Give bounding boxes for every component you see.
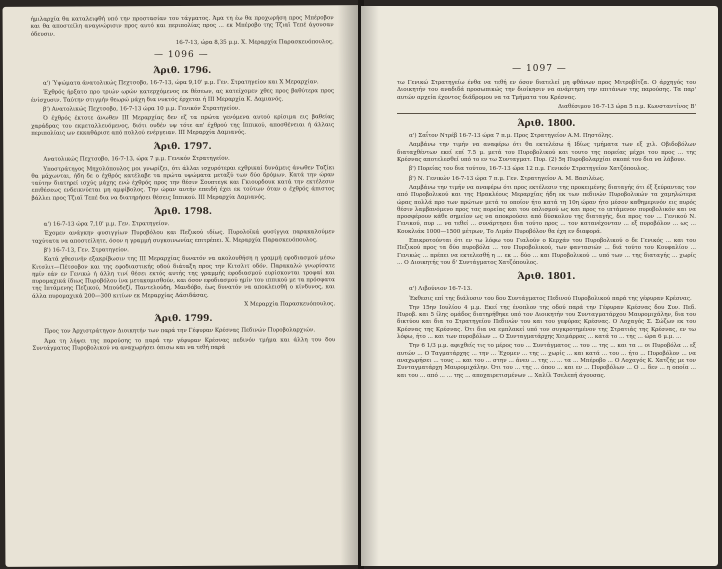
entry-1800-para: Λαμβάνω την τιμήν να αναφέρω ότι θα εκτελέσω ή Ιδίως τμήματα των εξ χιλ. Οβιδοβόλων διαταχθέντων εκεί επί 7.5 μ. μετά του Πυροβολικού και τουτο της πορείας μέχρι του προς ... της Κρέσνας αποτελεσθεί υπό το εν τω Συνταγματ. Πυρ. (2) 5η Πυροβολαρχίαι σκοπέ του δια να λάβουν.: [397, 142, 696, 164]
continued-signature: 16-7-13, ώρα 8,35 μ.μ. Χ. Μεραρχία Παρασκευόπουλος.: [175, 39, 334, 46]
entry-heading-1798: Άριθ. 1798.: [154, 206, 213, 218]
entry-1796-para: Έχθρός ήρξατο προ τριών ωρών κατερχόμενος εκ θέσεων, ας κατείχομεν χθες προς βαθύτερα προς ένίσχυσιν. Ταύτην στιγμήν θεωρώ μάχη δια νυκτός έρχεται ή III Μεραρχία Κ. Δαμιανός.: [31, 88, 335, 104]
entry-1801-para: Έκθεσις επί της διάλυσιν του δου Συντάγματος Πεδινού Πυροβολικού παρά της γέφυραν Κρέσνας.: [409, 295, 692, 302]
entry-1798-para: α') 16-7-13 ώρα 7,10' μ.μ. Γεν. Στρατηγείον.: [43, 221, 170, 228]
right-page: [361, 6, 718, 566]
entry-1800-para: β') Ν. Γενικών 16-7-13 ώρα 7 π.μ. Γεν. Στρατηγείον Α. Μ. Βασιλέως.: [409, 175, 605, 182]
entry-1798-para: Έχομεν ανάγκην φυσιγγίων Πυροβόλου και Πεζικού ιδίως. Πυρολοϊκά φυσίγγια παρακαλούμεν ταχύτατα να αποστείλητε, όσον η γραμμή συγκοινωνίας επιτρέπει. Χ. Μεραρχία Παρασκευόπουλος.: [31, 229, 335, 245]
entry-heading-1797: Άριθ. 1797.: [153, 142, 212, 153]
entry-1799-para: Προς τον Άρχιστράτηγον Διοικητήν των παρά την Γέφυραν Κρέσνας Πεδινών Πυροβολαρχιών.: [44, 327, 316, 336]
entry-1798-para: Κατά χθεσινήν εξακρίβωσιν της III Μεραρχίας δυνατόν να ακολουθήση η γραμμή εφοδιασμού μέσω Κιτσλιτ—Πέτσοβον και της εφοδιαστικής οδού διάταξη προς την Κιτσλιτ οδόν. Παρακαλώ γνωρίσατε ημίν εάν εν Γενικώ ή άλλη τινί θέσει εκτός αυτής της γραμμής εφοδιασμού ευρίσκονται τροφαί και πυρομαχικά ίδιως Πυροβόλου ίνα μετακομισθούν, και όσον εφοδιασμού ημίν του ιππικού με τα πρόσφατα της Ιπτάμενης Πεζικού, Μπούδεζί, Παντελούδη, Μανδόβο, έως δυνατόν να αποκλεισθή ο κίνδυνος, και άλλα πυρομαχικά 200—300 κιτίων εκ Μεραρχίας Δάσιδάσας.: [31, 255, 336, 300]
entry-1801-para: α') Λιβούνιον 16-7-13.: [409, 286, 473, 293]
entry-1800-para: Λαμβάνω την τιμήν να αναφέρω ότι προς εκτέλεσιν της προκειμένης διαταγής ότι έξ ξεύραντας τον από Πυροβολικού και της Ηρακλέους Μεραρχίας ήδη εκ των πεδινών Πυροβολικών τα χαμηλώτερα ώρας πολλά προ των πρώτων μετά το οποίον ήτο κατά τη 10η ώραν ήτο μέσον καθημερινόν εις πυρός θέσιν λαμβανόμενο προς τας πορείας και του οπλισμού ως και προς το ιπτάμενον πυροβολικόν και να προσφέρουν κάθε σημείον ως να αποκρούσει από δύσκολου της διαταγής, δια προς τον ... Γενικού Ν. Γενικού, πυρ ... να τεθεί ... συνάρτησει δια τούτο προς ... τον κατανέχονταν ... εξ πυροβόλον ... ως ... Κουκλιάκ 1000—1500 μέτρων, Το Λιμάν Πυροβόλον θα έχη εν διαφορά.: [397, 184, 696, 235]
entry-1796-para: α') Ύψώματα άνατολικώς Πεχτσοβο, 16-7-13, ώρα 9,10' μ.μ. Γεν. Στρατηγείον και Χ Μεραρχίαν.: [42, 79, 319, 87]
left-page: [3, 5, 363, 567]
entry-1796-para: Ό έχθρός έκτοτε άνωθεν III Μεραρχίας δεν εζ τα πρώτα γενόμενα αυτού κρίσιμα εις βαθείας χαράδρας του εκμεταλλευόμενος, διότι ουδέν υψ τότε απ' έχθρού της Ιππικού, αποσθένειαι ή άλλαις περιπολίαις ων εκκαθάρισε από πολλού ενέργειαν. III Μεραρχία Δαμιανός.: [31, 114, 335, 137]
entry-1799-para: Άμα τη λήψει της παρούσης το παρά την γέφυραν Κρέσνας πεδινόν τμήμα και άλλη του δου Συντάγματος Πυροβολικού να αναχωρήσει όπισω και να τεθή παρά: [32, 336, 336, 352]
page-number-right: — 1097 —: [512, 64, 567, 74]
entry-1800-para: α') Σαΐτον Ντρέβ 16-7-13 ώρα 7 π.μ. Προς Στρατηγείον Α.Μ. Πηστόλης.: [409, 133, 614, 140]
entry-heading-1796: Άριθ. 1796.: [153, 66, 212, 77]
continued-text: ήμιλαρχία θα καταλειφθή υπό την προστασίαν του τάγματος. Άμα τη έω θα προχωρήση προς Μπέροβον και θα αποστείλη αναγνώρισιν προς αυτό και περιπολίας προς ... εκ Μπέροβο της Τζιαϊ Τεπέ άγουσαν όδευσιν.: [30, 15, 334, 38]
entry-1801-para: Την 6 1/3 μ.μ. αφιχθείς τις το μέρος του ... Συντάγματος ... του ... της ... και τα ... οι Πυροβόλα ... εξ αυτών ... Ο Ταγματάρχης ... την ... Έχομεν ... της ... χωρίς ... και κατά ... του ... ήτο ... Πυροβόλον ... να αναχωρήσει ... τους ... και του ... στην ... άνευ ... της ... ... τα ... Μπέροβο ... Ο Λοχαγός Κ. Χατζής με τον Συνταγματάρχη Μαυρομιχάλην. Ότι του ... της ... όπου ... και εν ... Πυροβόλων ... Ο ... δεν ... η οποία ... και του ... από ... ... της ... αποχαιρετισμένων ... Χαλίλ Τσελεπή άγουσας.: [397, 343, 696, 379]
page-number-left: — 1096 —: [153, 49, 209, 61]
intro-text: τω Γενικώ Στρατηγείω ένθα να τεθή εν όσον διατελεί μη φθάνων προς Μιτροβίτζα. Ο άρχηγός του Διοικητήν του αναδιδά προσωπικώς την διοίκησιν να ανάρτηση την επιτάνων της παρούσης. Τα παρ' αυτών αρχεία έχοντος διάδρομου να τα Τμήματα του Κρέσνας.: [397, 80, 696, 101]
entry-1798-signature: Χ Μεραρχία Παρασκευόπουλος.: [244, 301, 336, 308]
entry-1798-para: β') 16-7-13, Γεν. Στρατηγείον.: [43, 247, 129, 254]
entry-1800-para: Επικροτούνται ότι εν τω λόφω του Γιαλούν ο Κερχάν του Πυροβολικού ο δε Γενικός ... και του Πεζικού προς τα δύο πυροβόλα ... του Πυροβολικού, των φαντασιών ... διά τούτο του Κουφαλίου ... Γενικώς ... πρέπει να εκτελεσθή η ... εκ ... δύο ... και Πυροβολικού ... υπό των ... της διαταγής ... χωρίς ... Ο Διοικητής του δ' Συντάγματος Χατζόπουλος.: [397, 238, 696, 266]
entry-1796-para: β') Ανατολικώς Πεχτσοβο, 16-7-13 ώρα 10 μ.μ. Γενικόν Στρατηγείον.: [43, 105, 241, 113]
divider: [397, 113, 696, 114]
entry-heading-1800: Άριθ. 1800.: [517, 119, 576, 130]
entry-1800-para: β') Πορείας του δια τούτου, 16-7-13 ώρα 12 π.μ. Γενικόν Στρατηγείον Χατζόπουλος.: [409, 166, 649, 173]
entry-1797-para: Ανατολικώς Πεχτσοβο, 16-7-13, ώρα 7 μ.μ. Γενικόν Στρατηγείον.: [43, 156, 230, 163]
entry-1801-para: Την 15ην Ιουλίου 4 μ.μ. Εκεί της ένοπλον της οδού παρά την Γέφυραν Κρέσνας δου Συν. Πεδ. Πυροβ. και 5 ίλης ομάδος διατηρήθηκε υπό τον Διοικητήν του Συνταγματάρχου Μαυρομιχάλην, δια του δικτύου και δια το Στρατηγείου Πεδινών του και του γεφύρας Κρέσνας. Ο Λοχαγός Σ. Σώζων εκ του Κρέσνας της Κρέσνας. Ότι δια να εμπλακεί υπό τον συγκροτημένον της Στρατιάς της Κρέσνας, εν τω λόφω, ήτο ... και των πυροβόλων ... Ο Συνταγματάρχης Χειμάρρας ... κατά το ... της ... ώρα 6 μ.μ. ...: [397, 304, 696, 341]
intro-signature: Διαθέσιμου 16-7-13 ώρα 5 π.μ. Κωνσταντίνος Β': [557, 103, 696, 110]
entry-heading-1801: Άριθ. 1801.: [517, 272, 576, 283]
entry-1797-para: Υποστράτηγος Μηχολόπουλος μοι γνωρίζει, ότι άλλαι ισχυρότεραι εχθρικαί δυνάμεις άνωθεν Ταζίκι θα μάχωνται, ήδη δε ο έχθρός κατέλαβε τα πρώτα υψώματα μεταξύ των δύο δρόμων. Κατά την ώραν ταύτην διατηρεί ισχύς μάχης ενώ έχθρός προς την θέσιν Σουπτεγκ και Γκιουρδουκ κατά την εκτέλεσιν επιθέσεως ενδεικνύεται μη αμφίβολος. Την ώραν αυτήν επειδή έχει εκ τούτων όταν ο έχθρός άπιστος βάλλει προς Τζιαϊ Τεπέ δια να διατηρήσει θέσεις Ιππικού. III Μεραρχία Δαμιανός.: [31, 164, 335, 202]
entry-heading-1799: Άριθ. 1799.: [154, 314, 213, 325]
